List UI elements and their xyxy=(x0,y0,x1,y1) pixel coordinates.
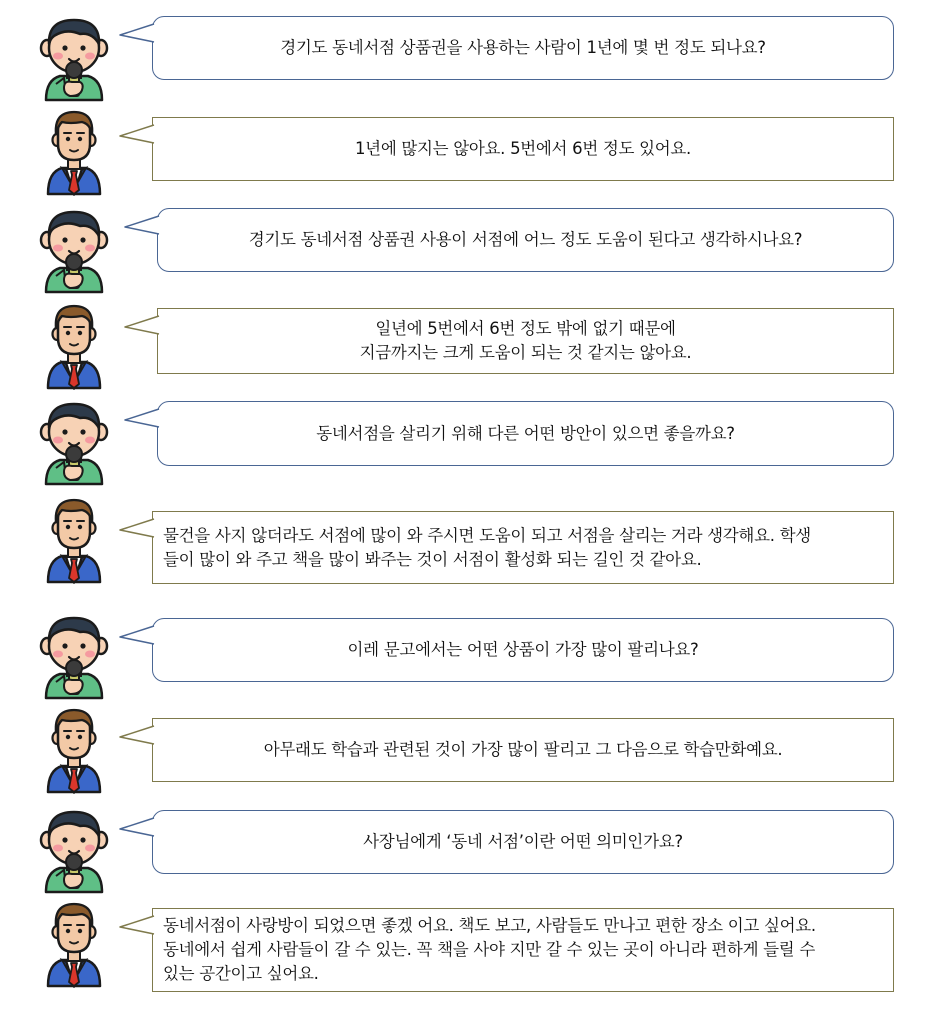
owner-avatar-icon xyxy=(36,496,112,584)
interviewer-avatar xyxy=(36,612,112,700)
answer-bubble xyxy=(152,511,894,584)
owner-avatar-icon xyxy=(36,108,112,196)
bubble-tail xyxy=(118,123,156,147)
interviewer-avatar-icon xyxy=(36,14,112,102)
answer-text: 아무래도 학습과 관련된 것이 가장 많이 팔리고 그 다음으로 학습만화예요. xyxy=(263,740,783,760)
owner-avatar xyxy=(36,496,112,584)
answer-text: 일년에 5번에서 6번 정도 밖에 없기 때문에 지금까지는 크게 도움이 되는 것 같지는 않아요. xyxy=(359,319,692,362)
interviewer-avatar-icon xyxy=(36,806,112,894)
question-bubble xyxy=(152,810,894,874)
owner-avatar xyxy=(36,900,112,988)
bubble-tail xyxy=(118,914,156,938)
bubble-tail xyxy=(118,624,156,648)
question-text: 경기도 동네서점 상품권 사용이 서점에 어느 정도 도움이 된다고 생각하시나요? xyxy=(248,230,803,250)
interviewer-avatar-icon xyxy=(36,612,112,700)
bubble-tail xyxy=(118,724,156,748)
interviewer-avatar xyxy=(36,398,112,486)
interviewer-avatar xyxy=(36,14,112,102)
interviewer-avatar-icon xyxy=(36,206,112,294)
interviewer-avatar xyxy=(36,806,112,894)
owner-avatar-icon xyxy=(36,900,112,988)
owner-avatar-icon xyxy=(36,302,112,390)
owner-avatar xyxy=(36,108,112,196)
answer-bubble xyxy=(157,308,894,374)
question-text: 사장님에게 ‘동네 서점’이란 어떤 의미인가요? xyxy=(363,832,683,852)
question-text: 이레 문고에서는 어떤 상품이 가장 많이 팔리나요? xyxy=(347,640,699,660)
answer-bubble xyxy=(152,117,894,181)
question-text: 동네서점을 살리기 위해 다른 어떤 방안이 있으면 좋을까요? xyxy=(316,423,735,443)
question-bubble xyxy=(152,618,894,682)
answer-bubble xyxy=(152,718,894,782)
question-text: 경기도 동네서점 상품권을 사용하는 사람이 1년에 몇 번 정도 되나요? xyxy=(280,38,766,58)
bubble-tail xyxy=(123,214,161,238)
answer-text: 물건을 사지 않더라도 서점에 많이 와 주시면 도움이 되고 서점을 살리는 거라 생각해요. 학생 들이 많이 와 주고 책을 많이 봐주는 것이 서점이 활성화 되는 길인 것 같아요. xyxy=(163,525,811,569)
bubble-tail xyxy=(123,314,161,338)
question-bubble xyxy=(152,16,894,80)
answer-text: 동네서점이 사랑방이 되었으면 좋겠 어요. 책도 보고, 사람들도 만나고 편한 장소 이고 싶어요. 동네에서 쉽게 사람들이 갈 수 있는. 꼭 책을 사야 지만 갈 수 있는 곳이 아니라 편하게 들릴 수 있는 공간이고 싶어요. xyxy=(163,916,816,983)
question-bubble xyxy=(157,208,894,272)
bubble-tail xyxy=(118,517,156,541)
interviewer-avatar-icon xyxy=(36,398,112,486)
question-bubble xyxy=(157,401,894,466)
owner-avatar xyxy=(36,302,112,390)
owner-avatar-icon xyxy=(36,706,112,794)
owner-avatar xyxy=(36,706,112,794)
answer-bubble xyxy=(152,908,894,992)
bubble-tail xyxy=(118,22,156,46)
bubble-tail xyxy=(123,407,161,431)
answer-text: 1년에 많지는 않아요. 5번에서 6번 정도 있어요. xyxy=(354,139,692,159)
bubble-tail xyxy=(118,816,156,840)
interviewer-avatar xyxy=(36,206,112,294)
